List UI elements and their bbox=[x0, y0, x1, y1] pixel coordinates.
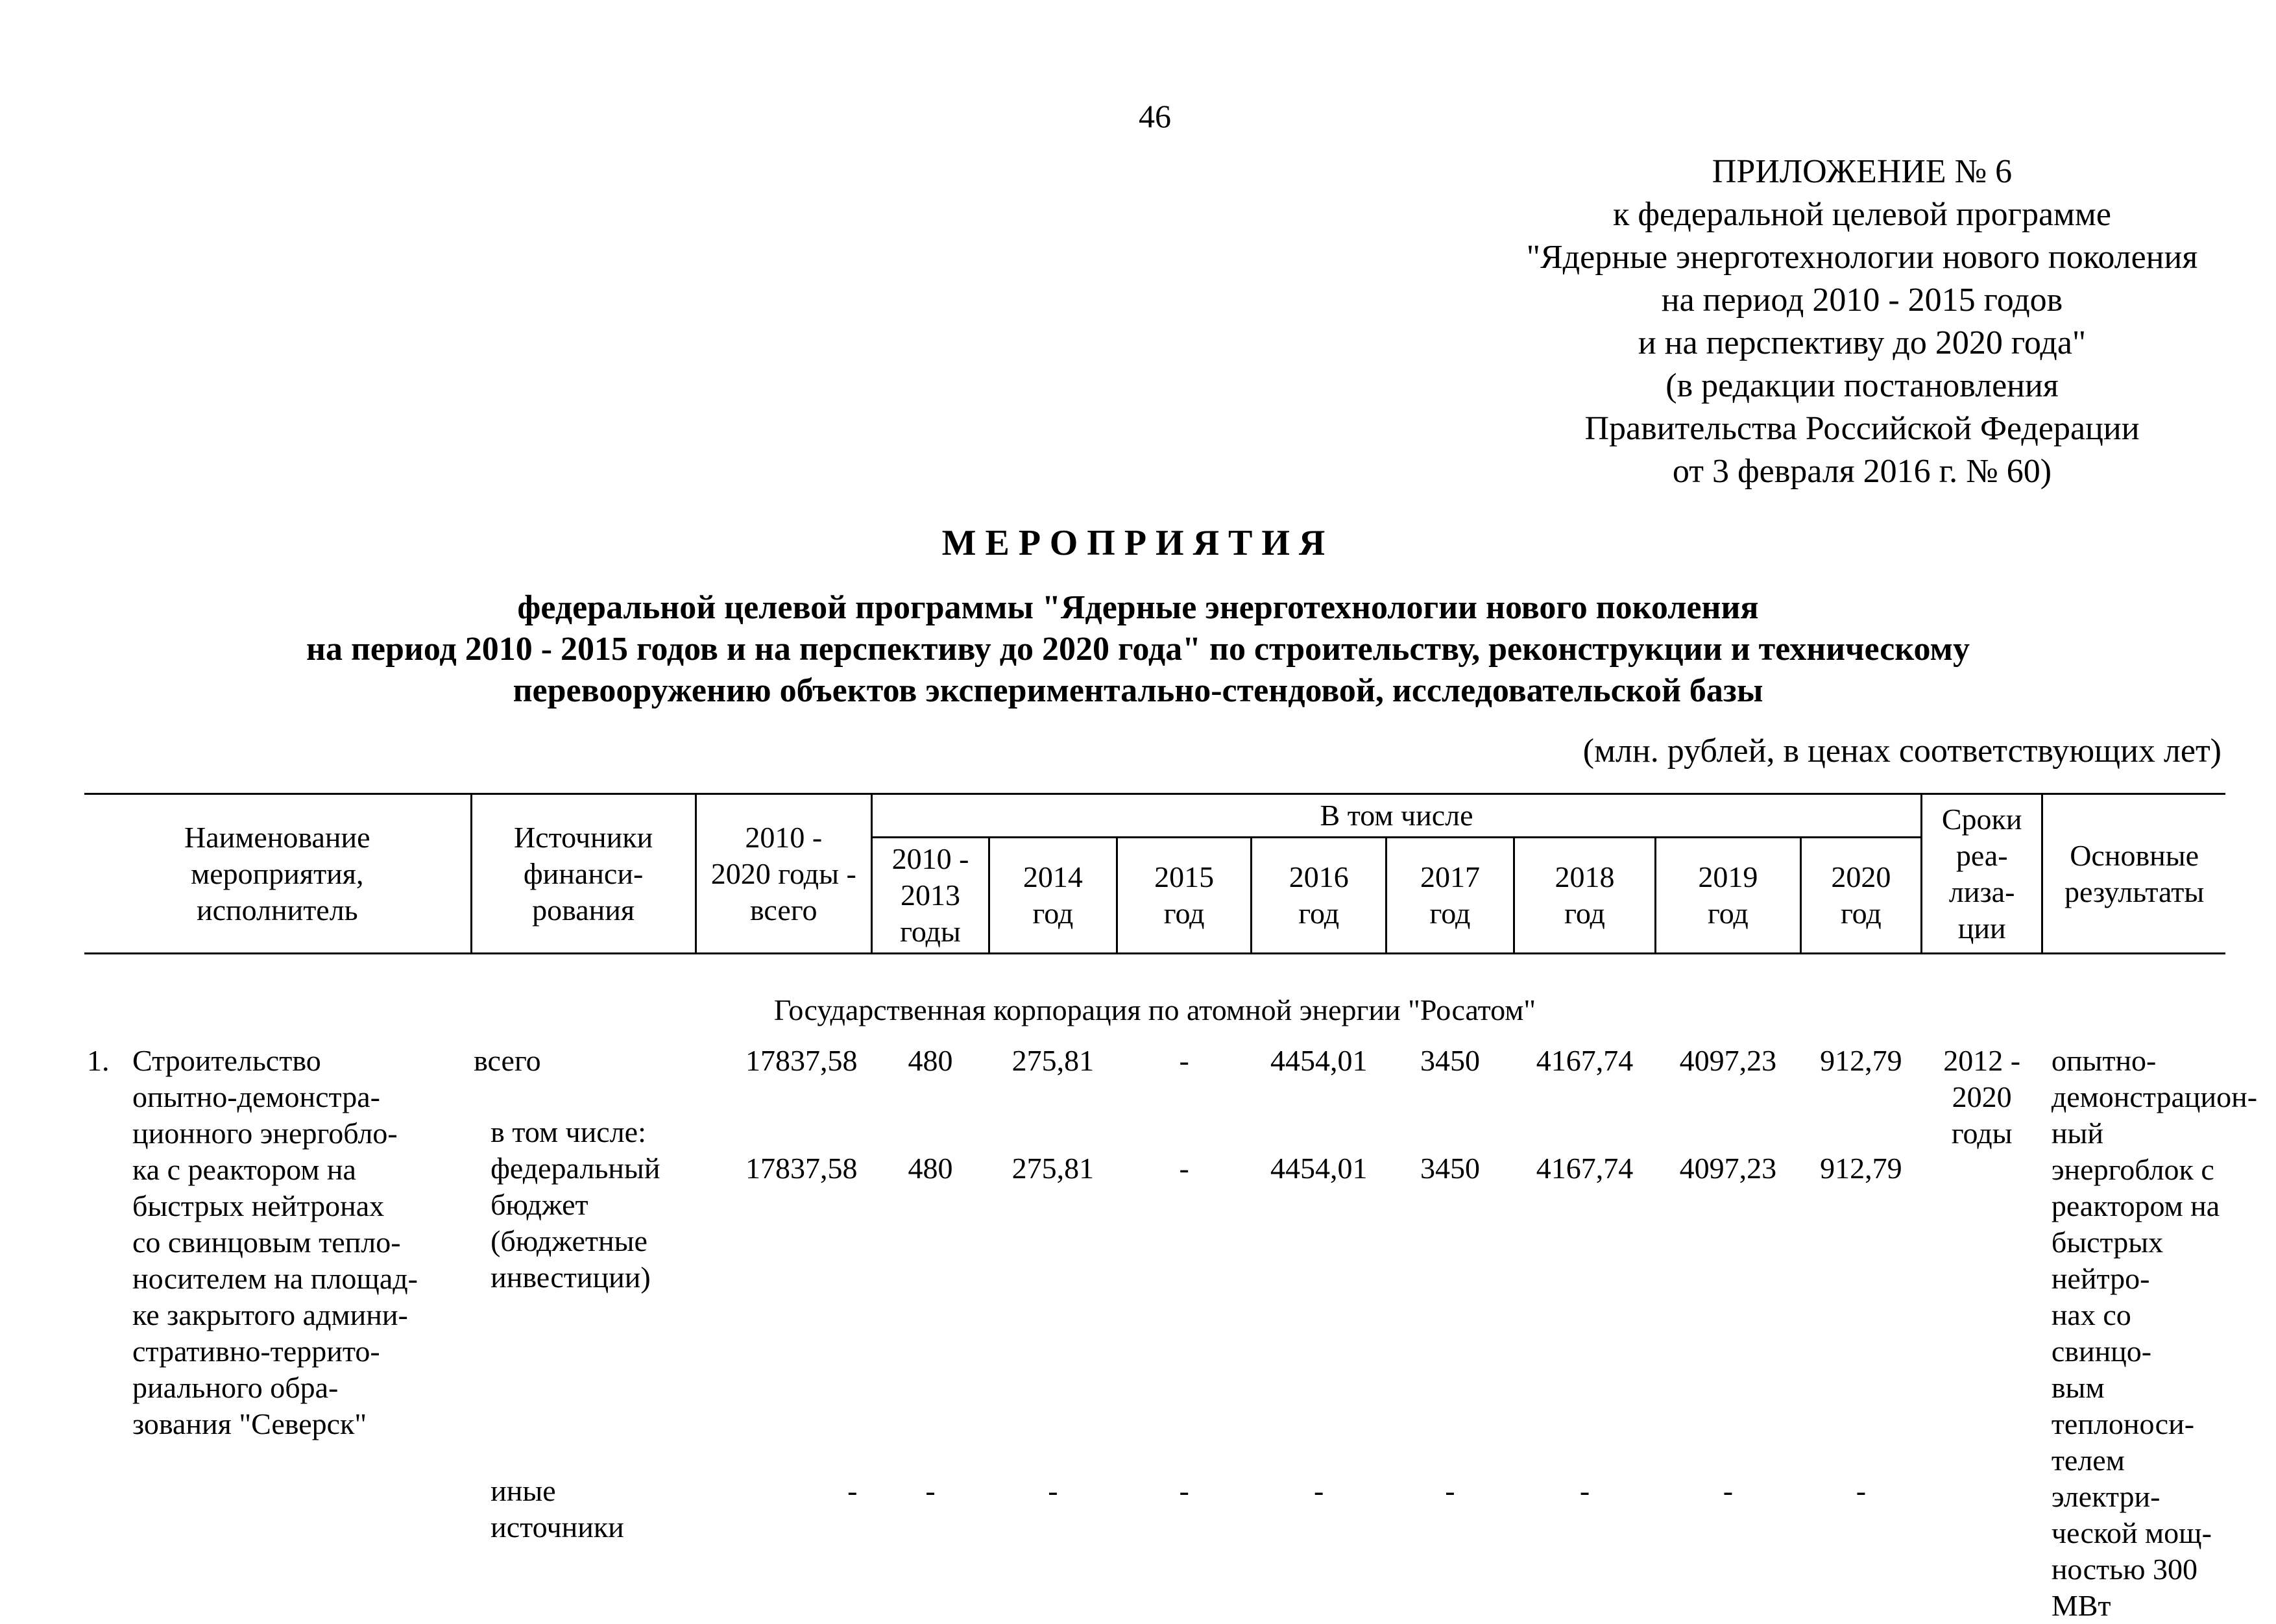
value-cell: 275,81 bbox=[989, 1109, 1117, 1451]
appendix-line: на период 2010 - 2015 годов bbox=[1395, 279, 2276, 322]
appendix-line: (в редакции постановления bbox=[1395, 365, 2276, 407]
value-cell: - bbox=[989, 1451, 1117, 1624]
source-cell: всего bbox=[471, 1043, 696, 1109]
value-cell: - bbox=[1252, 1451, 1386, 1624]
value-cell: - bbox=[1386, 1451, 1514, 1624]
table-header bbox=[84, 794, 2225, 954]
subtitle-line: на период 2010 - 2015 годов и на перспективу до 2020 года" по строительству, реконструкции и техническому bbox=[0, 629, 2276, 670]
source-cell: иные источники bbox=[471, 1451, 696, 1624]
appendix-line: от 3 февраля 2016 г. № 60) bbox=[1395, 450, 2276, 493]
header-year-2020: 2020 год bbox=[1800, 838, 1921, 954]
item-name: Строительство опытно-демонстра- ционного энергобло- ка с реактором на быстрых нейтронах со свинцовым тепло- носителем на площад- ке закрытого админи- стративно-террито- риального обра- зования "Северск" bbox=[132, 1043, 418, 1442]
value-cell: 3450 bbox=[1386, 1043, 1514, 1109]
header-year-2010-2013: 2010 - 2013 годы bbox=[872, 838, 989, 954]
value-cell: 4097,23 bbox=[1656, 1109, 1801, 1451]
appendix-line: "Ядерные энерготехнологии нового поколения bbox=[1395, 236, 2276, 279]
item-number: 1. bbox=[87, 1043, 132, 1442]
value-cell: 4454,01 bbox=[1252, 1109, 1386, 1451]
value-cell: 912,79 bbox=[1800, 1109, 1921, 1451]
value-cell: - bbox=[1117, 1043, 1252, 1109]
value-cell: 275,81 bbox=[989, 1043, 1117, 1109]
value-cell: 4097,23 bbox=[1656, 1043, 1801, 1109]
header-source: Источники финанси- рования bbox=[471, 794, 696, 954]
terms-cell: 2012 - 2020 годы bbox=[1922, 1043, 2042, 1624]
value-cell: 3450 bbox=[1386, 1109, 1514, 1451]
header-results: Основные результаты bbox=[2042, 794, 2225, 954]
header-year-2018: 2018 год bbox=[1514, 838, 1655, 954]
value-cell: 17837,58 bbox=[696, 1043, 871, 1109]
table-row bbox=[84, 1043, 2225, 1109]
table-body bbox=[84, 954, 2225, 1624]
units-note: (млн. рублей, в ценах соответствующих лет) bbox=[1583, 732, 2222, 770]
value-cell: 17837,58 bbox=[696, 1109, 871, 1451]
document-title: МЕРОПРИЯТИЯ bbox=[0, 522, 2276, 564]
value-cell: 4167,74 bbox=[1514, 1109, 1655, 1451]
page-number: 46 bbox=[1077, 97, 1233, 135]
section-row bbox=[84, 954, 2225, 1043]
subtitle-line: перевооружению объектов экспериментально-стендовой, исследовательской базы bbox=[0, 670, 2276, 712]
header-year-2019: 2019 год bbox=[1656, 838, 1801, 954]
appendix-line: и на перспективу до 2020 года" bbox=[1395, 322, 2276, 365]
source-cell: в том числе: федеральный бюджет (бюджетные инвестиции) bbox=[471, 1109, 696, 1451]
value-cell: - bbox=[872, 1451, 989, 1624]
value-cell: 912,79 bbox=[1800, 1043, 1921, 1109]
subtitle-line: федеральной целевой программы "Ядерные энерготехнологии нового поколения bbox=[0, 587, 2276, 629]
value-cell: 4454,01 bbox=[1252, 1043, 1386, 1109]
header-terms: Сроки реа- лиза- ции bbox=[1922, 794, 2042, 954]
appendix-line: ПРИЛОЖЕНИЕ № 6 bbox=[1395, 151, 2276, 193]
results-cell: опытно- демонстрацион- ный энергоблок с реактором на быстрых нейтро- нах со свинцо- вым теплоноси- телем электри- ческой мощ- ностью 300 МВт bbox=[2042, 1043, 2225, 1624]
value-cell: - bbox=[1514, 1451, 1655, 1624]
value-cell: - bbox=[1117, 1109, 1252, 1451]
header-year-2017: 2017 год bbox=[1386, 838, 1514, 954]
header-year-2015: 2015 год bbox=[1117, 838, 1252, 954]
appendix-line: к федеральной целевой программе bbox=[1395, 193, 2276, 236]
section-title: Государственная корпорация по атомной энергии "Росатом" bbox=[84, 954, 2225, 1043]
measures-table-wrapper bbox=[84, 793, 2225, 1624]
header-name: Наименование мероприятия, исполнитель bbox=[84, 794, 471, 954]
value-cell: - bbox=[1800, 1451, 1921, 1624]
item-name-cell bbox=[84, 1043, 471, 1624]
header-including: В том числе bbox=[872, 794, 1922, 838]
header-total: 2010 - 2020 годы - всего bbox=[696, 794, 871, 954]
header-year-2016: 2016 год bbox=[1252, 838, 1386, 954]
value-cell: 480 bbox=[872, 1043, 989, 1109]
document-subtitle bbox=[0, 587, 2276, 712]
header-year-2014: 2014 год bbox=[989, 838, 1117, 954]
value-cell: 480 bbox=[872, 1109, 989, 1451]
value-cell: 4167,74 bbox=[1514, 1043, 1655, 1109]
appendix-block bbox=[1395, 151, 2276, 493]
value-cell: - bbox=[696, 1451, 871, 1624]
appendix-line: Правительства Российской Федерации bbox=[1395, 407, 2276, 450]
measures-table bbox=[84, 793, 2225, 1624]
value-cell: - bbox=[1656, 1451, 1801, 1624]
value-cell: - bbox=[1117, 1451, 1252, 1624]
